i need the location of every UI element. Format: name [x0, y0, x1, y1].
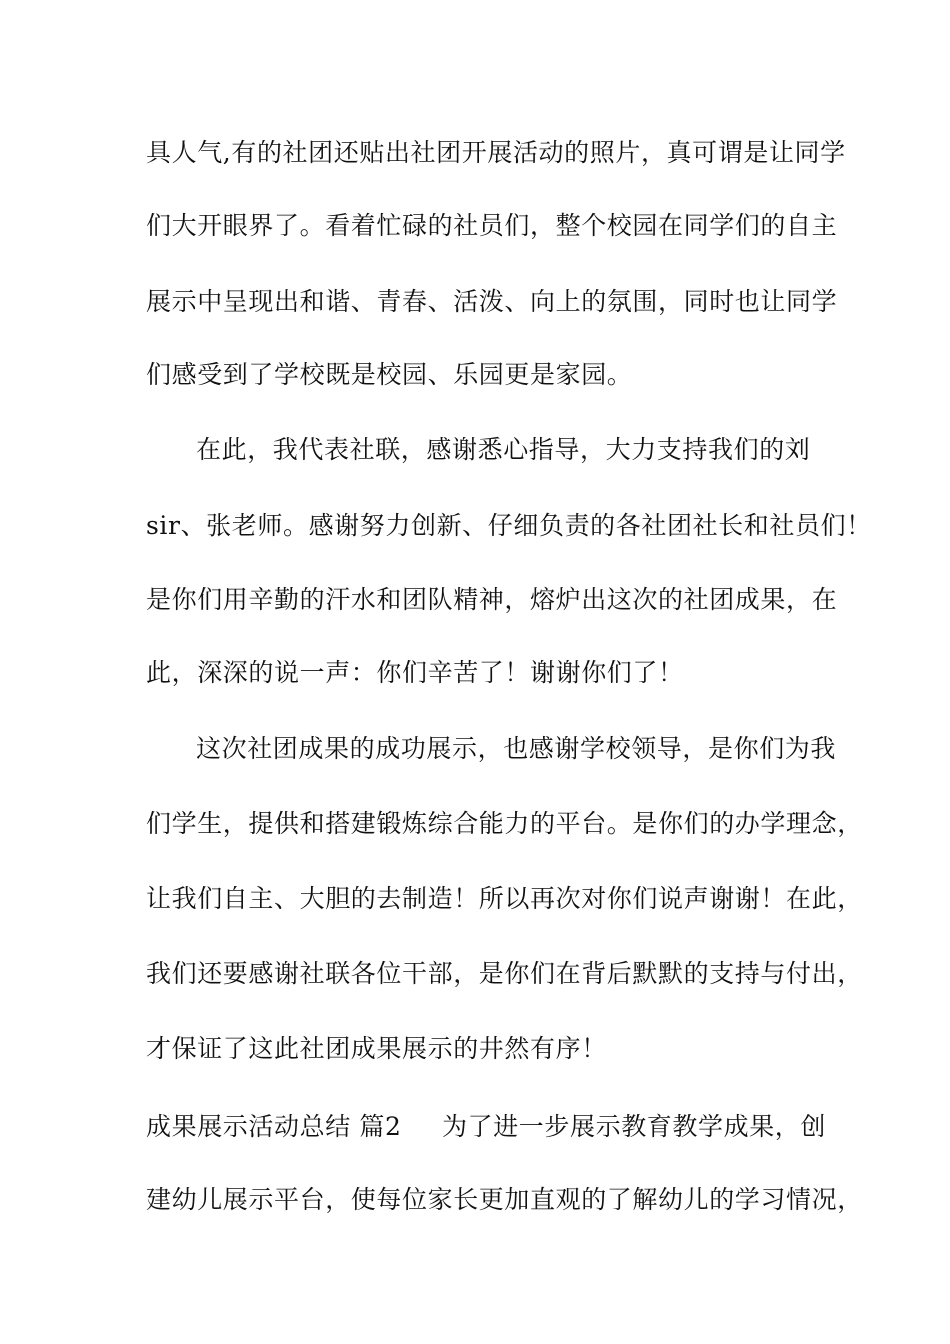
paragraph-line: 这次社团成果的成功展示，也感谢学校领导，是你们为我 [196, 734, 837, 763]
section-first-line: 为了进一步展示教育教学成果，创 [442, 1112, 827, 1141]
paragraph-line: 们感受到了学校既是校园、乐园更是家园。 [146, 360, 633, 389]
paragraph-line: 我们还要感谢社联各位干部，是你们在背后默默的支持与付出， [146, 959, 863, 988]
paragraph-line: 们学生，提供和搭建锻炼综合能力的平台。是你们的办学理念， [146, 809, 863, 838]
paragraph-line: 们大开眼界了。看着忙碌的社员们，整个校园在同学们的自主 [146, 211, 838, 240]
paragraph-line: 让我们自主、大胆的去制造！所以再次对你们说声谢谢！在此， [146, 884, 863, 913]
paragraph-line: sir、张老师。感谢努力创新、仔细负责的各社团社长和社员们！ [146, 511, 872, 540]
paragraph-line: 在此，我代表社联，感谢悉心指导，大力支持我们的刘 [196, 435, 811, 464]
paragraph-line: 具人气,有的社团还贴出社团开展活动的照片，真可谓是让同学 [146, 138, 846, 167]
section-title: 成果展示活动总结 篇2 [146, 1112, 402, 1141]
paragraph-line: 建幼儿展示平台，使每位家长更加直观的了解幼儿的学习情况， [146, 1185, 863, 1214]
paragraph-line: 此，深深的说一声：你们辛苦了！谢谢你们了！ [146, 658, 684, 687]
paragraph-line: 是你们用辛勤的汗水和团队精神，熔炉出这次的社团成果，在 [146, 585, 838, 614]
paragraph-line: 才保证了这此社团成果展示的井然有序！ [146, 1034, 607, 1063]
paragraph-line: 展示中呈现出和谐、青春、活泼、向上的氛围，同时也让同学 [146, 287, 838, 316]
